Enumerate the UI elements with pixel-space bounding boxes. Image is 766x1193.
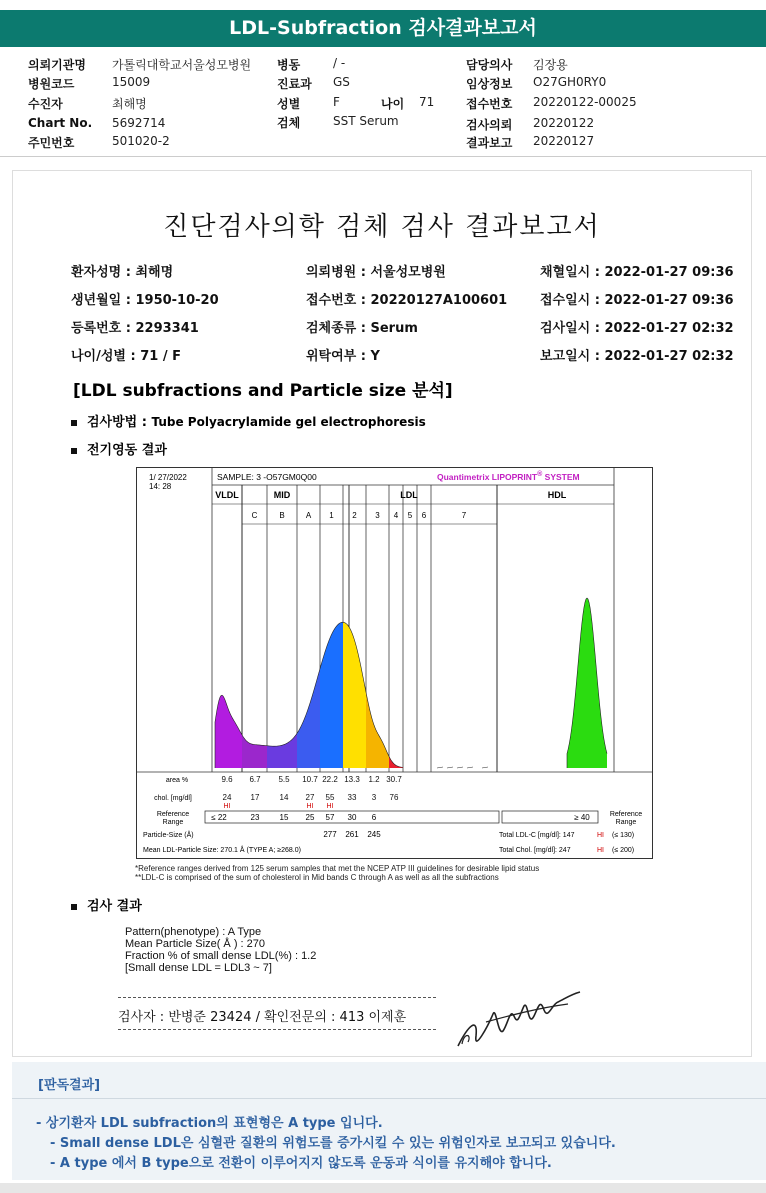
result-sdldl: [Small dense LDL = LDL3 ~ 7]: [125, 962, 272, 974]
area-value: 5.5: [278, 775, 290, 784]
header-value: / -: [333, 56, 346, 70]
chol-value: 17: [250, 793, 260, 802]
ref-value: 6: [371, 813, 377, 822]
band-label: 3: [375, 511, 380, 520]
received-time: 접수일시 : 2022-01-27 09:36: [540, 293, 734, 308]
method-line: [71, 411, 426, 430]
collect-time: 채혈일시 : 2022-01-27 09:36: [540, 265, 734, 280]
ref-value: 23: [250, 813, 260, 822]
chol-value: 76: [389, 793, 399, 802]
graph-footnotes: [135, 864, 539, 882]
area-value: 30.7: [386, 775, 402, 784]
mean-size: Mean LDL-Particle Size: 270.1 Å (TYPE A; ≥268.0): [143, 847, 301, 854]
method-label: 검사방법 :: [87, 415, 152, 430]
chol-value: 3: [371, 793, 377, 802]
row-label: area %: [165, 777, 189, 784]
densitometry-curve: [215, 598, 607, 768]
ref-value: 15: [279, 813, 289, 822]
electro-label: 전기영동 결과: [87, 443, 167, 458]
row-label: chol. [mg/dl]: [154, 795, 192, 802]
patient-reg: 등록번호 : 2293341: [71, 321, 199, 336]
row-label: Reference: [609, 811, 643, 818]
result-fraction: Fraction % of small dense LDL(%) : 1.2: [125, 950, 317, 962]
patient-receipt: 접수번호 : 20220127A100601: [306, 293, 508, 308]
band-label: 4: [393, 511, 399, 520]
band-fill: [567, 598, 607, 768]
graph-sample: SAMPLE: 3 -O57GM0Q00: [217, 472, 317, 482]
header-value: 가톨릭대학교서울성모병원: [112, 58, 252, 72]
result-mean-size: Mean Particle Size( Å ) : 270: [125, 938, 266, 950]
trace-tick: [467, 767, 473, 768]
footnote: **LDL-C is comprised of the sum of cholesterol in Mid bands C through A as well as all the subfractions: [135, 873, 499, 882]
judgement-line: - 상기환자 LDL subfraction의 표현형은 A type 입니다.: [36, 1116, 383, 1131]
patient-hospital: 의뢰병원 : 서울성모병원: [306, 265, 446, 280]
psize-value: 277: [323, 830, 337, 839]
header-value: F: [333, 95, 340, 109]
header-key: 의뢰기관명: [28, 58, 86, 72]
header-key: 검체: [277, 116, 301, 130]
header-value: 20220122-00025: [533, 95, 637, 109]
result-heading-line: [71, 895, 142, 914]
signature-image: [448, 986, 588, 1056]
total-ldl-hi: HI: [597, 832, 604, 839]
signature-line: 검사자 : 반병준 23424 / 확인전문의 : 413 이제훈: [118, 1010, 407, 1025]
header-key: 주민번호: [28, 136, 75, 150]
band-labels: [252, 511, 467, 520]
trace-tick: [482, 767, 488, 768]
header-key: 진료과: [277, 77, 312, 91]
total-chol: Total Chol. [mg/dl]: 247: [499, 847, 571, 854]
patient-agesex: 나이/성별 : 71 / F: [71, 349, 182, 364]
area-value: 22.2: [322, 775, 338, 784]
header-key: Chart No.: [28, 116, 93, 130]
electro-line: [71, 439, 167, 458]
chol-value: 27: [305, 793, 315, 802]
result-lines: [125, 926, 316, 974]
row-label: Reference: [156, 811, 190, 818]
patient-consign: 위탁여부 : Y: [306, 349, 380, 364]
group-hdl: HDL: [547, 490, 567, 500]
band-label: A: [305, 511, 312, 520]
group-vldl: VLDL: [215, 490, 239, 500]
graph-table: [143, 775, 642, 854]
band-fill: [389, 756, 403, 768]
band-label: 6: [421, 511, 427, 520]
band-label: 2: [352, 511, 357, 520]
graph-time: 14: 28: [149, 482, 172, 491]
section-title: [LDL subfractions and Particle size 분석]: [73, 381, 453, 401]
header-key: 나이: [381, 97, 405, 111]
band-label: C: [251, 511, 258, 520]
trace-tick: [447, 767, 453, 768]
band-fill: [215, 695, 242, 768]
lipoprint-graph: [136, 467, 653, 859]
judgement-line: - Small dense LDL은 심혈관 질환의 위험도를 증가시킬 수 있는 위험인자로 보고되고 있습니다.: [50, 1136, 616, 1151]
ref-value: 57: [325, 813, 335, 822]
header-key: 성별: [277, 97, 301, 111]
graph-date: 1/ 27/2022: [149, 473, 187, 482]
reported-time: 보고일시 : 2022-01-27 02:32: [540, 349, 734, 364]
chol-value: 14: [279, 793, 289, 802]
hi-flag: HI: [306, 803, 314, 810]
dashed-divider: [118, 997, 436, 998]
bullet-icon: [71, 448, 77, 454]
hi-flag: HI: [223, 803, 231, 810]
header-key: 임상정보: [466, 77, 513, 91]
header-value: 5692714: [112, 116, 166, 130]
header-value: 71: [419, 95, 435, 109]
header-key: 검사의뢰: [466, 118, 513, 132]
total-ldl-ref: (≤ 130): [612, 832, 635, 839]
chol-value: 55: [325, 793, 335, 802]
header-value: 15009: [112, 75, 151, 89]
band-label: B: [279, 511, 285, 520]
patient-specimen: 검체종류 : Serum: [306, 321, 418, 336]
header-value: 20220127: [533, 134, 595, 148]
psize-label: Particle-Size (Å): [143, 832, 194, 839]
header-key: 결과보고: [466, 136, 513, 150]
order-header: [0, 52, 766, 152]
patient-name: 환자성명 : 최해명: [71, 265, 174, 280]
patient-birth: 생년월일 : 1950-10-20: [71, 293, 219, 308]
area-value: 9.6: [221, 775, 233, 784]
judgement-line: - A type 에서 B type으로 전환이 이루어지지 않도록 운동과 식이를 유지해야 합니다.: [50, 1156, 552, 1171]
ref-value: ≤ 22: [211, 813, 227, 822]
row-label: Range: [615, 819, 637, 826]
band-fill: [320, 622, 343, 768]
row-label: Range: [162, 819, 184, 826]
area-value: 6.7: [249, 775, 261, 784]
psize-value: 261: [345, 830, 359, 839]
ref-value: ≥ 40: [574, 813, 590, 822]
band-fill: [366, 692, 389, 768]
method-value: Tube Polyacrylamide gel electrophoresis: [151, 415, 426, 429]
header-key: 병원코드: [28, 77, 75, 91]
bottom-bar: [0, 1183, 766, 1193]
band-label: 1: [329, 511, 334, 520]
judgement-title: [판독결과]: [38, 1078, 101, 1093]
ref-value: 30: [347, 813, 357, 822]
header-key: 병동: [277, 58, 301, 72]
band-label: 7: [461, 511, 467, 520]
header-value: GS: [333, 75, 350, 89]
header-value: 김장용: [533, 58, 568, 72]
report-sheet-title: 진단검사의학 검체 검사 결과보고서: [163, 212, 601, 242]
judgement-panel: [12, 1062, 766, 1180]
header-key: 담당의사: [466, 58, 513, 72]
total-chol-ref: (≤ 200): [612, 847, 635, 854]
group-mid: MID: [273, 490, 291, 500]
footnote: *Reference ranges derived from 125 serum samples that met the NCEP ATP III guidelines for desirable lipid status: [135, 864, 540, 873]
chol-value: 24: [222, 793, 232, 802]
result-pattern: Pattern(phenotype) : A Type: [125, 926, 262, 938]
trace-tick: [457, 767, 463, 768]
divider: [0, 156, 766, 157]
total-chol-hi: HI: [597, 847, 604, 854]
result-label: 검사 결과: [87, 899, 142, 914]
ref-value: 25: [305, 813, 315, 822]
lipoprint-svg: [137, 468, 652, 858]
trace-tick: [437, 767, 443, 768]
graph-brand: Quantimetrix LIPOPRINT® SYSTEM: [437, 471, 580, 482]
area-value: 13.3: [344, 775, 360, 784]
header-value: 501020-2: [112, 134, 170, 148]
report-sheet: [12, 170, 752, 1057]
group-ldl: LDL: [400, 490, 418, 500]
band-fill: [297, 669, 320, 768]
report-title-bar: LDL-Subfraction 검사결과보고서: [0, 10, 766, 47]
dashed-divider: [118, 1029, 436, 1030]
header-key: 접수번호: [466, 97, 513, 111]
header-key: 수진자: [28, 97, 63, 111]
bullet-icon: [71, 904, 77, 910]
total-ldl: Total LDL-C [mg/dl]: 147: [499, 832, 575, 839]
hi-flag: HI: [326, 803, 334, 810]
band-fill: [343, 622, 366, 768]
header-value: 최해명: [112, 97, 147, 111]
bullet-icon: [71, 420, 77, 426]
header-value: O27GH0RY0: [533, 75, 607, 89]
band-label: 5: [407, 511, 413, 520]
band-lines: [212, 485, 614, 772]
psize-value: 245: [367, 830, 381, 839]
header-value: 20220122: [533, 116, 595, 130]
tested-time: 검사일시 : 2022-01-27 02:32: [540, 321, 734, 336]
area-value: 1.2: [368, 775, 380, 784]
divider: [12, 1098, 766, 1099]
header-value: SST Serum: [333, 114, 399, 128]
area-value: 10.7: [302, 775, 318, 784]
chol-value: 33: [347, 793, 357, 802]
